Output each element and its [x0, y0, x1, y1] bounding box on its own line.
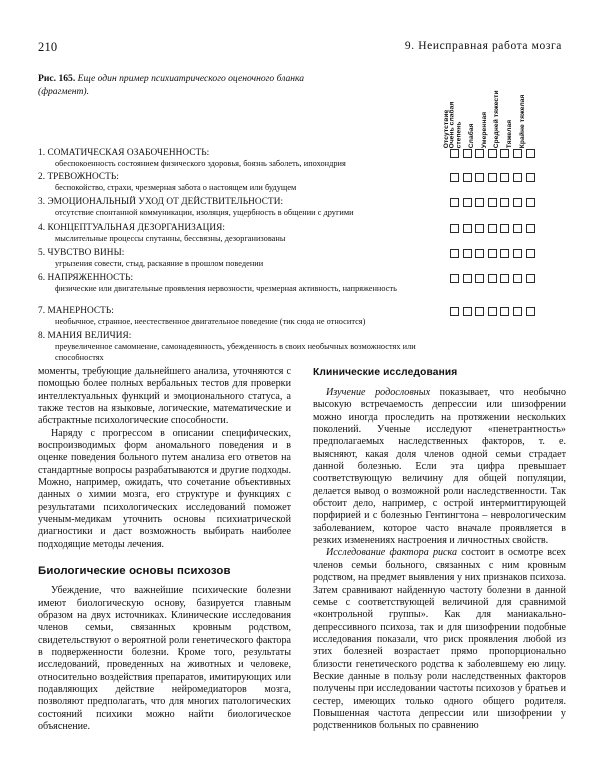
rating-checkbox[interactable]	[450, 274, 459, 283]
rating-checkbox-row	[450, 307, 566, 316]
rating-checkbox-row	[450, 224, 566, 233]
chapter-title: 9. Неисправная работа мозга	[404, 40, 562, 52]
rating-checkbox[interactable]	[475, 307, 484, 316]
rating-checkbox[interactable]	[526, 249, 535, 258]
column-header-severe: Тяжелая	[505, 119, 513, 148]
body-columns	[38, 366, 566, 766]
section-heading-clinical-research: Клинические исследования	[313, 367, 458, 378]
rating-checkbox[interactable]	[475, 173, 484, 182]
rating-checkbox-row	[450, 149, 566, 158]
rating-item	[38, 148, 566, 172]
rating-checkbox[interactable]	[450, 307, 459, 316]
paragraph-body: показывает, что необычно высокую встречаемость депрессии или шизофрении можно иногда проследить на протяжении нескольких поколений. Ученые исследуют «пенетрантность» предполагаемых наследственных факторов, т. е. выясняют, какая доля членов одной семьи страдает данной болезнью. Если эта цифра превышает соответствующую величину для общей популяции, делается вывод о возможной роли наследственности. Так обстоит дело, например, с острой интермиттирующей порфирией и с болезнью Гентингтона – неврологическим заболеванием, которое часто вначале проявляется в резких изменениях настроения и личностных свойств.	[313, 387, 566, 547]
rating-item-description: мыслительные процессы спутанны, бессвязны, дезорганизованы	[55, 234, 286, 244]
rating-form-figure	[38, 82, 566, 362]
rating-item-title: 7. МАНЕРНОСТЬ:	[38, 306, 114, 316]
page-number: 210	[38, 40, 58, 54]
rating-item-text	[38, 306, 440, 328]
section-heading-biological-basis: Биологические основы психозов	[38, 565, 231, 578]
lead-in-pedigree: Изучение родословных	[326, 387, 431, 398]
rating-checkbox[interactable]	[526, 274, 535, 283]
rating-checkbox[interactable]	[488, 224, 497, 233]
column-header-medium-severe: Средней тяжести	[493, 90, 501, 148]
rating-checkbox[interactable]	[463, 224, 472, 233]
rating-checkbox[interactable]	[463, 173, 472, 182]
column-header-moderate: Умеренная	[480, 111, 488, 148]
rating-checkbox[interactable]	[475, 249, 484, 258]
rating-item	[38, 197, 566, 223]
paragraph-risk-factor-studies	[313, 547, 566, 732]
rating-checkbox-row	[450, 274, 566, 283]
right-column	[313, 366, 566, 766]
figure-caption-text: Еще один пример психиатрического оценочного бланка (фрагмент).	[38, 73, 305, 97]
rating-item-title: 6. НАПРЯЖЕННОСТЬ:	[38, 273, 134, 283]
rating-item-description: обеспокоенность состоянием физического здоровья, боязнь заболеть, ипохондрия	[55, 159, 346, 169]
paragraph-pedigree-studies	[313, 387, 566, 547]
rating-item-text	[38, 148, 440, 170]
rating-item	[38, 223, 566, 248]
rating-checkbox[interactable]	[450, 149, 459, 158]
rating-checkbox[interactable]	[500, 274, 509, 283]
left-column	[38, 366, 291, 766]
rating-checkbox[interactable]	[450, 173, 459, 182]
rating-item-text	[38, 172, 440, 194]
rating-item	[38, 172, 566, 197]
rating-checkbox[interactable]	[450, 198, 459, 207]
rating-checkbox[interactable]	[513, 173, 522, 182]
column-header-very-slight: Очень слабая степень	[448, 101, 463, 148]
rating-checkbox[interactable]	[500, 198, 509, 207]
paragraph-body: состоит в осмотре всех членов семьи больного, связанных с ним кровным родством, на предмет выявления у них признаков психоза. Затем сравнивают найденную частоту болезни в данной семье с соответствующей величиной для сравнимой «контрольной группы». Как для маниакально-депрессивного психоза, так и для шизофрении подобные исследования показали, что риск проявления любой из этих болезней возрастает прямо пропорционально близости генетического родства к заболевшему ею лицу. Веские данные в пользу роли наследственных факторов получены при исследовании частоты психозов у братьев и сестер, имеющих только одного общего родителя. Повышенная частота депрессии или шизофрении у родственников больных по сравнению	[313, 547, 566, 732]
rating-checkbox[interactable]	[475, 198, 484, 207]
rating-checkbox[interactable]	[500, 307, 509, 316]
rating-checkbox[interactable]	[513, 224, 522, 233]
rating-item	[38, 331, 566, 363]
column-header-extreme: Крайне тяжелая	[518, 94, 526, 148]
rating-item-description: преувеличенное самомнение, самонадеянность, убежденность в своих необычных возможностях или способностях	[55, 342, 416, 362]
rating-item-text	[38, 223, 440, 245]
rating-item-description: необычное, странное, неестественное двигательное поведение (тик сюда не относится)	[55, 317, 366, 327]
rating-checkbox[interactable]	[488, 307, 497, 316]
paragraph: Убеждение, что важнейшие психические болезни имеют биологическую основу, базируется главным образом на двух источниках. Клинические исследования членов семьи, связанных кровным родством, свидетельствуют о вероятной роли генетического фактора в подверженности болезни. Кроме того, результаты исследований, проведенных на животных и человеке, относительно воздействия препаратов, имитирующих или подавляющих действие нейромедиаторов мозга, позволяют предполагать, что для многих патологических состояний психики можно найти биологическое объяснение.	[38, 585, 291, 732]
rating-checkbox-row	[450, 249, 566, 258]
rating-item-description: беспокойство, страхи, чрезмерная забота о настоящем или будущем	[55, 183, 297, 193]
figure-label: Рис. 165.	[38, 73, 76, 84]
rating-item-text	[38, 248, 440, 270]
rating-checkbox[interactable]	[500, 249, 509, 258]
rating-checkbox[interactable]	[463, 249, 472, 258]
rating-checkbox[interactable]	[526, 307, 535, 316]
rating-item-title: 1. СОМАТИЧЕСКАЯ ОЗАБОЧЕННОСТЬ:	[38, 148, 210, 158]
rating-scale-column-headers	[442, 82, 566, 148]
rating-checkbox[interactable]	[513, 307, 522, 316]
paragraph-continued: моменты, требующие дальнейшего анализа, уточняются с помощью более полных вербальных тестов для проверки интеллектуальных функций и эмоционального статуса, а также тестов на языковые, логические, математические и абстрактные психологические способности.	[38, 366, 291, 427]
rating-item-title: 5. ЧУВСТВО ВИНЫ:	[38, 248, 125, 258]
rating-item-title: 3. ЭМОЦИОНАЛЬНЫЙ УХОД ОТ ДЕЙСТВИТЕЛЬНОСТИ:	[38, 197, 284, 207]
rating-item-title: 2. ТРЕВОЖНОСТЬ:	[38, 172, 119, 182]
rating-checkbox[interactable]	[500, 173, 509, 182]
rating-item	[38, 306, 566, 331]
rating-checkbox[interactable]	[526, 173, 535, 182]
rating-checkbox[interactable]	[488, 149, 497, 158]
rating-checkbox[interactable]	[500, 224, 509, 233]
column-header-absent: Отсутствие	[442, 109, 450, 148]
rating-checkbox[interactable]	[513, 249, 522, 258]
paragraph: Наряду с прогрессом в описании специфических, воспроизводимых форм аномального поведения и в оценке поведения больного путем анализа его ответов на стандартные вопросы разрабатываются и другие подходы. Можно, например, ожидать, что сочетание объективных данных о химии мозга, его структуре и функциях с результатами психологических исследований поможет ученым-медикам уточнить основы психиатрической диагностики и даст возможность выбирать наиболее подходящие методы лечения.	[38, 427, 291, 550]
rating-item-description: угрызения совести, стыд, раскаяние в прошлом поведении	[55, 259, 264, 269]
rating-checkbox[interactable]	[488, 249, 497, 258]
rating-form-items	[38, 148, 566, 363]
rating-checkbox[interactable]	[450, 224, 459, 233]
rating-checkbox-row	[450, 198, 566, 207]
rating-checkbox[interactable]	[463, 274, 472, 283]
lead-in-risk-factor: Исследование фактора риска	[326, 547, 458, 559]
rating-checkbox[interactable]	[513, 198, 522, 207]
rating-item-text	[38, 331, 440, 363]
rating-checkbox[interactable]	[463, 198, 472, 207]
rating-checkbox[interactable]	[526, 198, 535, 207]
rating-item-title: 8. МАНИЯ ВЕЛИЧИЯ:	[38, 331, 132, 341]
rating-checkbox[interactable]	[475, 149, 484, 158]
running-head	[0, 40, 600, 56]
rating-checkbox[interactable]	[488, 198, 497, 207]
rating-item-text	[38, 197, 440, 219]
rating-item	[38, 273, 566, 306]
rating-checkbox[interactable]	[526, 224, 535, 233]
rating-checkbox[interactable]	[513, 149, 522, 158]
rating-checkbox[interactable]	[526, 149, 535, 158]
rating-checkbox[interactable]	[463, 149, 472, 158]
rating-item	[38, 248, 566, 273]
rating-item-title: 4. КОНЦЕПТУАЛЬНАЯ ДЕЗОРГАНИЗАЦИЯ:	[38, 223, 226, 233]
rating-checkbox[interactable]	[500, 149, 509, 158]
rating-checkbox[interactable]	[475, 274, 484, 283]
rating-checkbox[interactable]	[475, 224, 484, 233]
rating-item-description: физические или двигательные проявления нервозности, чрезмерная активность, напряженность	[55, 284, 397, 294]
rating-checkbox[interactable]	[488, 274, 497, 283]
column-header-slight: Слабая	[467, 123, 475, 148]
rating-checkbox[interactable]	[488, 173, 497, 182]
rating-checkbox[interactable]	[463, 307, 472, 316]
rating-item-description: отсутствие спонтанной коммуникации, изоляция, ущербность в общении с другими	[55, 208, 354, 218]
rating-item-text	[38, 273, 440, 295]
rating-checkbox[interactable]	[450, 249, 459, 258]
rating-checkbox-row	[450, 173, 566, 182]
rating-checkbox[interactable]	[513, 274, 522, 283]
